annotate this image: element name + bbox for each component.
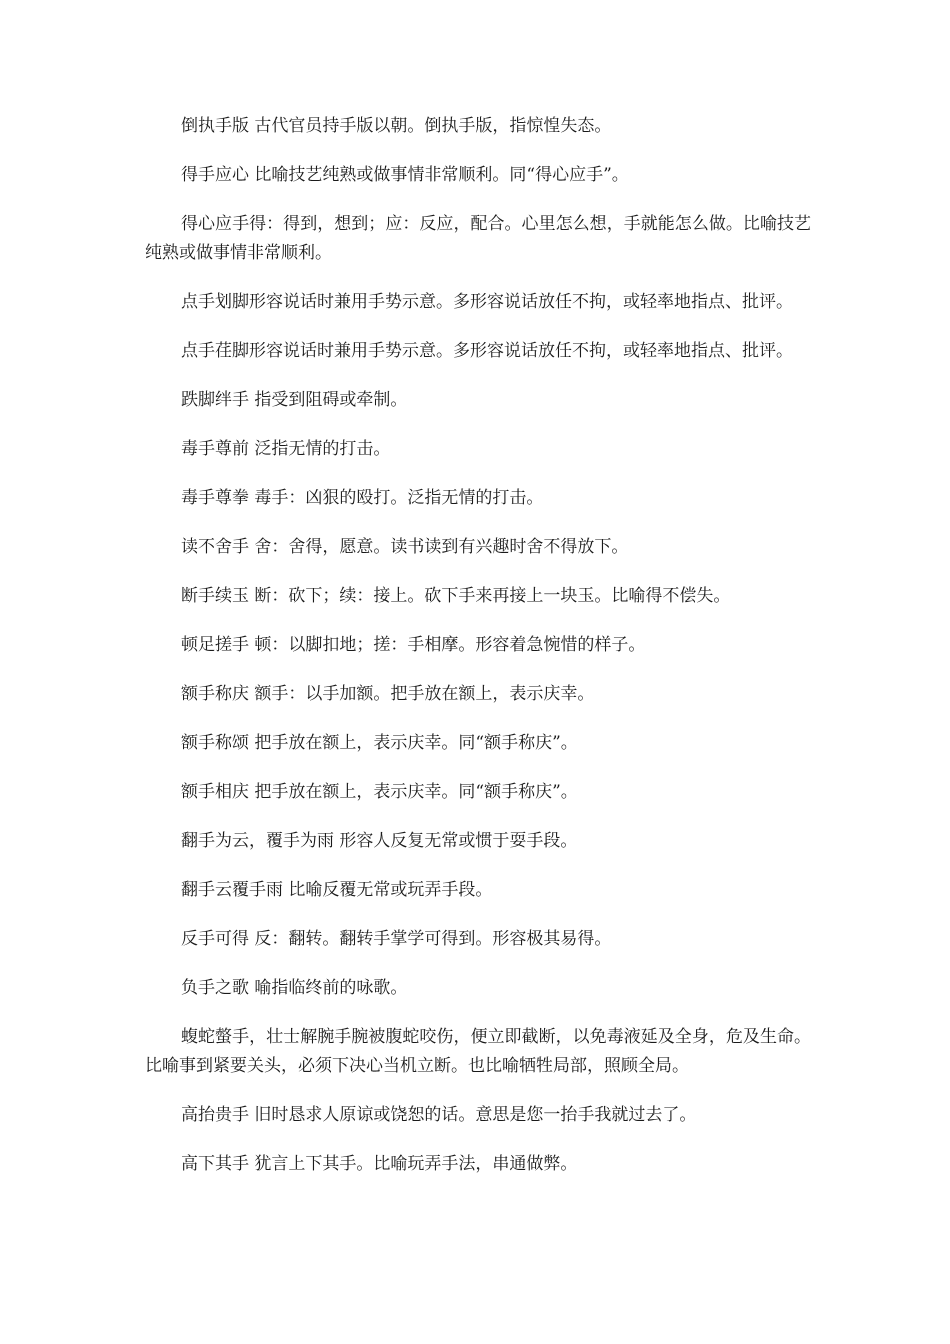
idiom-entry: 高抬贵手 旧时恳求人原谅或饶恕的话。意思是您一抬手我就过去了。 (181, 1105, 697, 1125)
idiom-entry: 断手续玉 断：砍下；续：接上。砍下手来再接上一块玉。比喻得不偿失。 (181, 586, 731, 606)
idiom-entry: 额手相庆 把手放在额上，表示庆幸。同“额手称庆”。 (181, 782, 578, 802)
idiom-entry: 翻手云覆手雨 比喻反覆无常或玩弄手段。 (181, 880, 493, 900)
idiom-entry: 翻手为云，覆手为雨 形容人反复无常或惯于耍手段。 (181, 831, 578, 851)
idiom-entry: 毒手尊拳 毒手：凶狠的殴打。泛指无情的打击。 (181, 488, 544, 508)
idiom-entry: 点手荏脚形容说话时兼用手势示意。多形容说话放任不拘，或轻率地指点、批评。 (181, 341, 793, 361)
idiom-entry: 蝮蛇螫手，壮士解腕手腕被腹蛇咬伤，便立即截断，以免毒液延及全身，危及生命。比喻事到紧要关头，必须下决心当机立断。也比喻牺牲局部，照顾全局。 (145, 1027, 811, 1076)
idiom-entry: 反手可得 反：翻转。翻转手掌学可得到。形容极其易得。 (181, 929, 612, 949)
idiom-entry: 跌脚绊手 指受到阻碍或牵制。 (181, 390, 408, 410)
idiom-entry: 得心应手得：得到，想到；应：反应，配合。心里怎么想，手就能怎么做。比喻技艺纯熟或做事情非常顺利。 (145, 214, 811, 263)
idiom-entry: 毒手尊前 泛指无情的打击。 (181, 439, 391, 459)
idiom-list (145, 112, 811, 1199)
idiom-entry: 额手称颂 把手放在额上，表示庆幸。同“额手称庆”。 (181, 733, 578, 753)
idiom-entry: 得手应心 比喻技艺纯熟或做事情非常顺利。同“得心应手”。 (181, 165, 629, 185)
idiom-entry: 顿足搓手 顿：以脚扣地；搓：手相摩。形容着急惋惜的样子。 (181, 635, 646, 655)
idiom-entry: 负手之歌 喻指临终前的咏歌。 (181, 978, 408, 998)
idiom-entry: 点手划脚形容说话时兼用手势示意。多形容说话放任不拘，或轻率地指点、批评。 (181, 292, 793, 312)
idiom-entry: 读不舍手 舍：舍得，愿意。读书读到有兴趣时舍不得放下。 (181, 537, 629, 557)
idiom-entry: 倒执手版 古代官员持手版以朝。倒执手版，指惊惶失态。 (181, 116, 612, 136)
idiom-entry: 高下其手 犹言上下其手。比喻玩弄手法，串通做弊。 (181, 1154, 578, 1174)
idiom-entry: 额手称庆 额手：以手加额。把手放在额上，表示庆幸。 (181, 684, 595, 704)
